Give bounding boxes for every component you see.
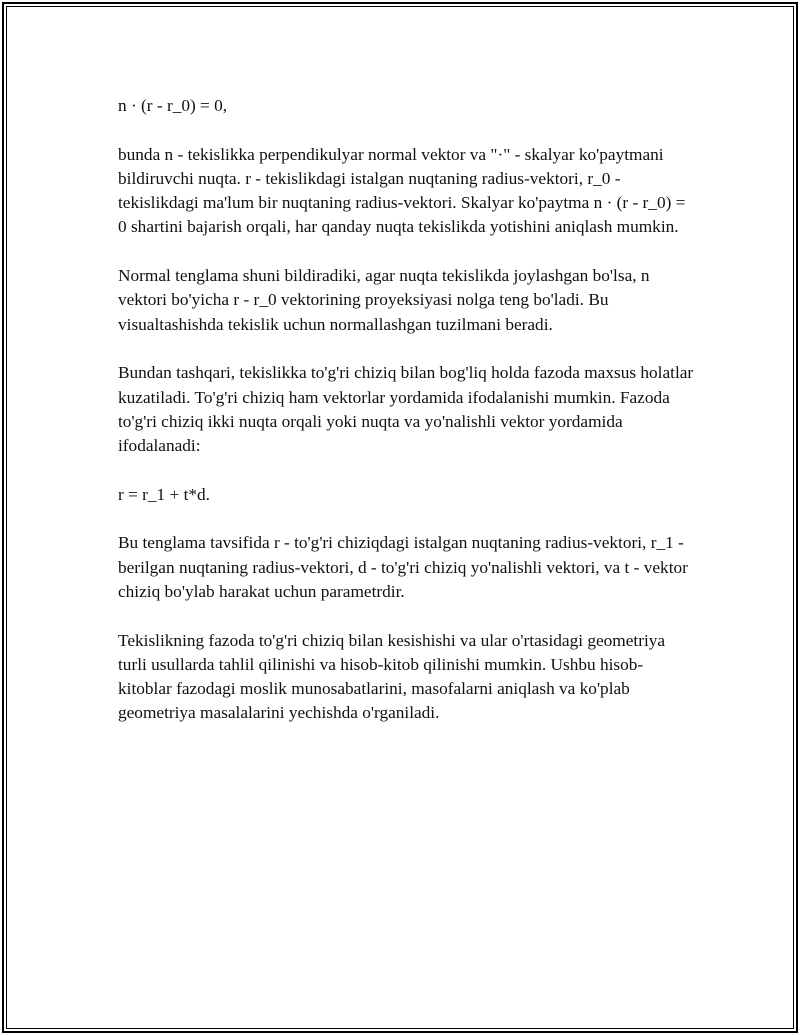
paragraph-line-in-space: Bundan tashqari, tekislikka to'g'ri chiziq bilan bog'liq holda fazoda maxsus holatlar kuzatiladi. To'g'ri chiziq ham vektorlar yordamida ifodalanishi mumkin. Fazoda to'g'ri chiziq ikki nuqta orqali yoki nuqta va yo'nalishli vektor yordamida ifodalanadi: [118, 363, 694, 456]
paragraph-line-equation-explanation: Bu tenglama tavsifida r - to'g'ri chiziqdagi istalgan nuqtaning radius-vektori, r_1 - berilgan nuqtaning radius-vektori, d - to'g'ri chiziq yo'nalishli vektori, va t - vektor chiziq bo'ylab harakat uchun parametrdir. [118, 533, 688, 601]
paragraph-normal-equation-meaning: Normal tenglama shuni bildiradiki, agar nuqta tekislikda joylashgan bo'lsa, n vektori bo'yicha r - r_0 vektorining proyeksiyasi nolga teng bo'ladi. Bu visualtashishda tekislik uchun normallashgan tuzilmani beradi. [118, 266, 650, 334]
paragraph-plane-line-intersection: Tekislikning fazoda to'g'ri chiziq bilan kesishishi va ular o'rtasidagi geometriya turli usullarda tahlil qilinishi va hisob-kitob qilinishi mumkin. Ushbu hisob-kitoblar fazodagi moslik munosabatlarini, masofalarni aniqlash va ko'plab geometriya masalalarini yechishda o'rganiladi. [118, 630, 666, 723]
document-body [118, 94, 696, 750]
paragraph-normal-vector-explanation: bunda n - tekislikka perpendikulyar normal vektor va "·" - skalyar ko'paytmani bildiruvchi nuqta. r - tekislikdagi istalgan nuqtaning radius-vektori, r_0 - tekislikdagi ma'lum bir nuqtaning radius-vektori. Skalyar ko'paytma n · (r - r_0) = 0 shartini bajarish orqali, har qanday nuqta tekislikda yotishini aniqlash mumkin. [118, 144, 686, 237]
equation-plane-normal: n · (r - r_0) = 0, [118, 96, 228, 115]
equation-line-parametric: r = r_1 + t*d. [118, 484, 210, 504]
